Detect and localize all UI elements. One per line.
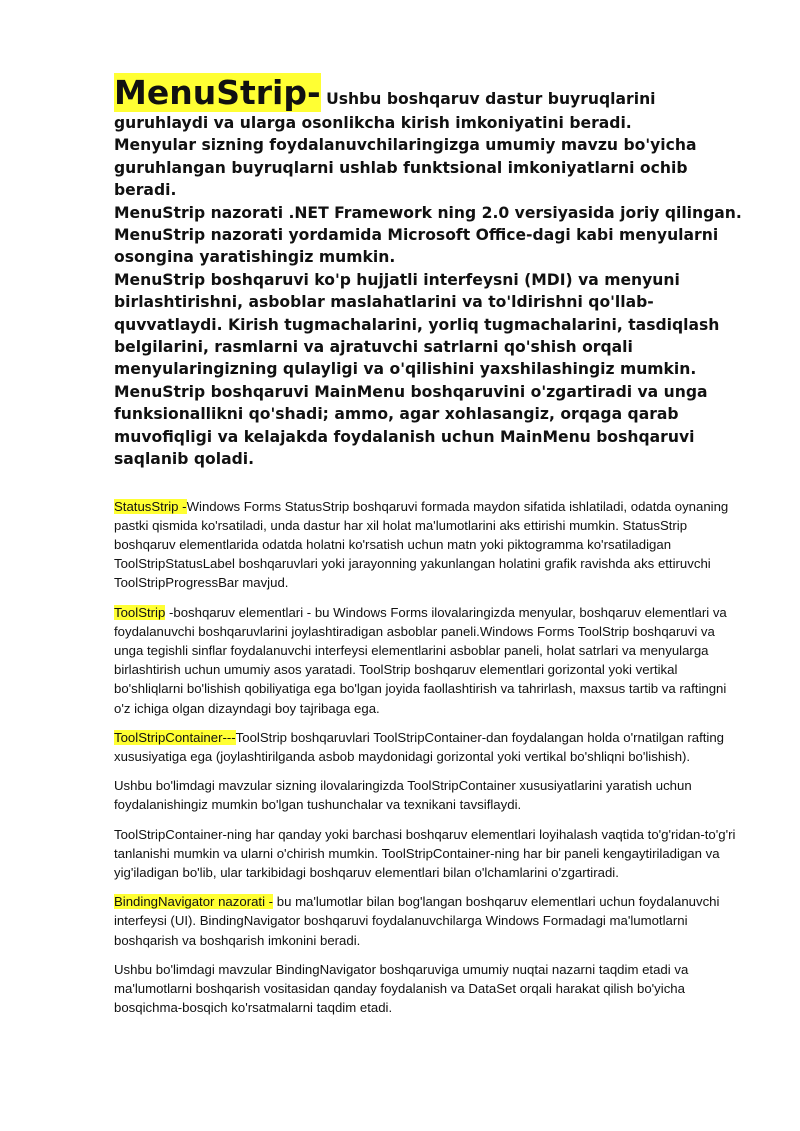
- intro-title-rest: Ushbu boshqaruv dastur buyruqlarini guruhlaydi va ularga osonlikcha kirish imkoniyatini beradi.: [114, 90, 656, 132]
- intro-line-2: MenuStrip nazorati .NET Framework ning 2.0 versiyasida joriy qilingan.: [114, 203, 742, 222]
- bindingnavigator-text: bu ma'lumotlar bilan bog'langan boshqaruv elementlari uchun foydalanuvchi interfeysi (UI). BindingNavigator boshqaruvi foydalanuvchilarga Windows Formadagi ma'lumotlarni boshqarish va boshqarish imkonini beradi.: [114, 894, 720, 948]
- toolstrip-text: -boshqaruv elementlari - bu Windows Forms ilovalaringizda menyular, boshqaruv elementlari va foydalanuvchi boshqaruvlarini joylashtiradigan asboblar paneli.Windows Forms ToolStrip boshqaruvi va unga tegishli sinflar foydalanuvchi interfeysi elementlarini asboblar paneli, holat satrlari va menyularga birlashtirish uchun umumiy asos yaratadi. ToolStrip boshqaruv elementlari gorizontal yoki vertikal bo'shliqlarni bo'lishish qobiliyatiga ega bo'lgan joyida faollashtirish va tahrirlash, maxsus tartib va raftingni o'z ichiga olgan dizayndagi boy tajribaga ega.: [114, 604, 727, 716]
- toolstripcontainer-paragraph-2: Ushbu bo'limdagi mavzular sizning ilovalaringizda ToolStripContainer xususiyatlarini yaratish uchun foydalanishingiz mumkin bo'lgan tushunchalar va texnikani tavsiflaydi.: [114, 778, 692, 813]
- bindingnavigator-paragraph: [114, 892, 744, 950]
- bindingnavigator-label: BindingNavigator nazorati -: [114, 894, 274, 910]
- statusstrip-paragraph: [114, 497, 744, 593]
- menustrip-title-highlight: MenuStrip-: [114, 73, 321, 112]
- intro-line-4: MenuStrip boshqaruvi ko'p hujjatli interfeysni (MDI) va menyuni birlashtirishni, asboblar maslahatlarini va to'ldirishni qo'llab-quvvatlaydi. Kirish tugmachalarini, yorliq tugmachalarini, tasdiqlash belgilarini, rasmlarni va ajratuvchi satrlarni qo'shish orqali menyularingizning qulayligi va o'qilishini yaxshilashingiz mumkin.: [114, 270, 720, 379]
- bindingnavigator-paragraph-2: Ushbu bo'limdagi mavzular BindingNavigator boshqaruviga umumiy nuqtai nazarni taqdim etadi va ma'lumotlarni boshqarish vositasidan qanday foydalanish va DataSet orqali harakat qilish bo'yicha bosqichma-bosqich ko'rsatmalarni taqdim etadi.: [114, 961, 689, 1016]
- toolstripcontainer-paragraph-3: ToolStripContainer-ning har qanday yoki barchasi boshqaruv elementlari loyihalash vaqtida to'g'ridan-to'g'ri tanlanishi mumkin va ularni o'chirish mumkin. ToolStripContainer-ning har bir paneli kengaytiriladigan va yig'iladigan bo'lib, ular tarkibidagi boshqaruv elementlari bilan o'lchamlarini o'zgartiradi.: [114, 826, 736, 880]
- toolstripcontainer-paragraph: [114, 728, 744, 766]
- menustrip-intro: [114, 74, 744, 471]
- intro-title-paragraph: [114, 74, 744, 134]
- document-page: [114, 74, 744, 1027]
- toolstripcontainer-label: ToolStripContainer---: [114, 729, 236, 745]
- intro-line-5: MenuStrip boshqaruvi MainMenu boshqaruvini o'zgartiradi va unga funksionallikni qo'shadi; ammo, agar xohlasangiz, orqaga qarab muvofiqligi va kelajakda foydalanish uchun MainMenu boshqaruvi saqlanib qoladi.: [114, 382, 708, 469]
- toolstrip-label: ToolStrip: [114, 604, 166, 620]
- intro-line-1: Menyular sizning foydalanuvchilaringizga umumiy mavzu bo'yicha guruhlangan buyruqlarni ushlab funktsional imkoniyatlarni ochib beradi.: [114, 136, 697, 200]
- intro-line-3: MenuStrip nazorati yordamida Microsoft Office-dagi kabi menyularni osongina yaratishingiz mumkin.: [114, 226, 719, 267]
- statusstrip-label: StatusStrip -: [114, 498, 187, 514]
- toolstripcontainer-text: ToolStrip boshqaruvlari ToolStripContainer-dan foydalangan holda o'rnatilgan rafting xususiyatiga ega (joylashtirilganda asbob maydonidagi gorizontal yoki vertikal bo'shliqni bo'lishish).: [114, 729, 724, 764]
- statusstrip-text: Windows Forms StatusStrip boshqaruvi formada maydon sifatida ishlatiladi, odatda oynaning pastki qismida ko'rsatiladi, unda dastur har xil holat ma'lumotlarini aks ettirishi mumkin. StatusStrip boshqaruv elementlarida odatda holatni ko'rsatish uchun matn yoki piktogramma ko'rsatiladigan ToolStripStatusLabel boshqaruvlari yoki jarayonning yakunlangan holatini grafik ravishda aks ettiruvchi ToolStripProgressBar mavjud.: [114, 498, 729, 591]
- toolstrip-paragraph: [114, 603, 744, 718]
